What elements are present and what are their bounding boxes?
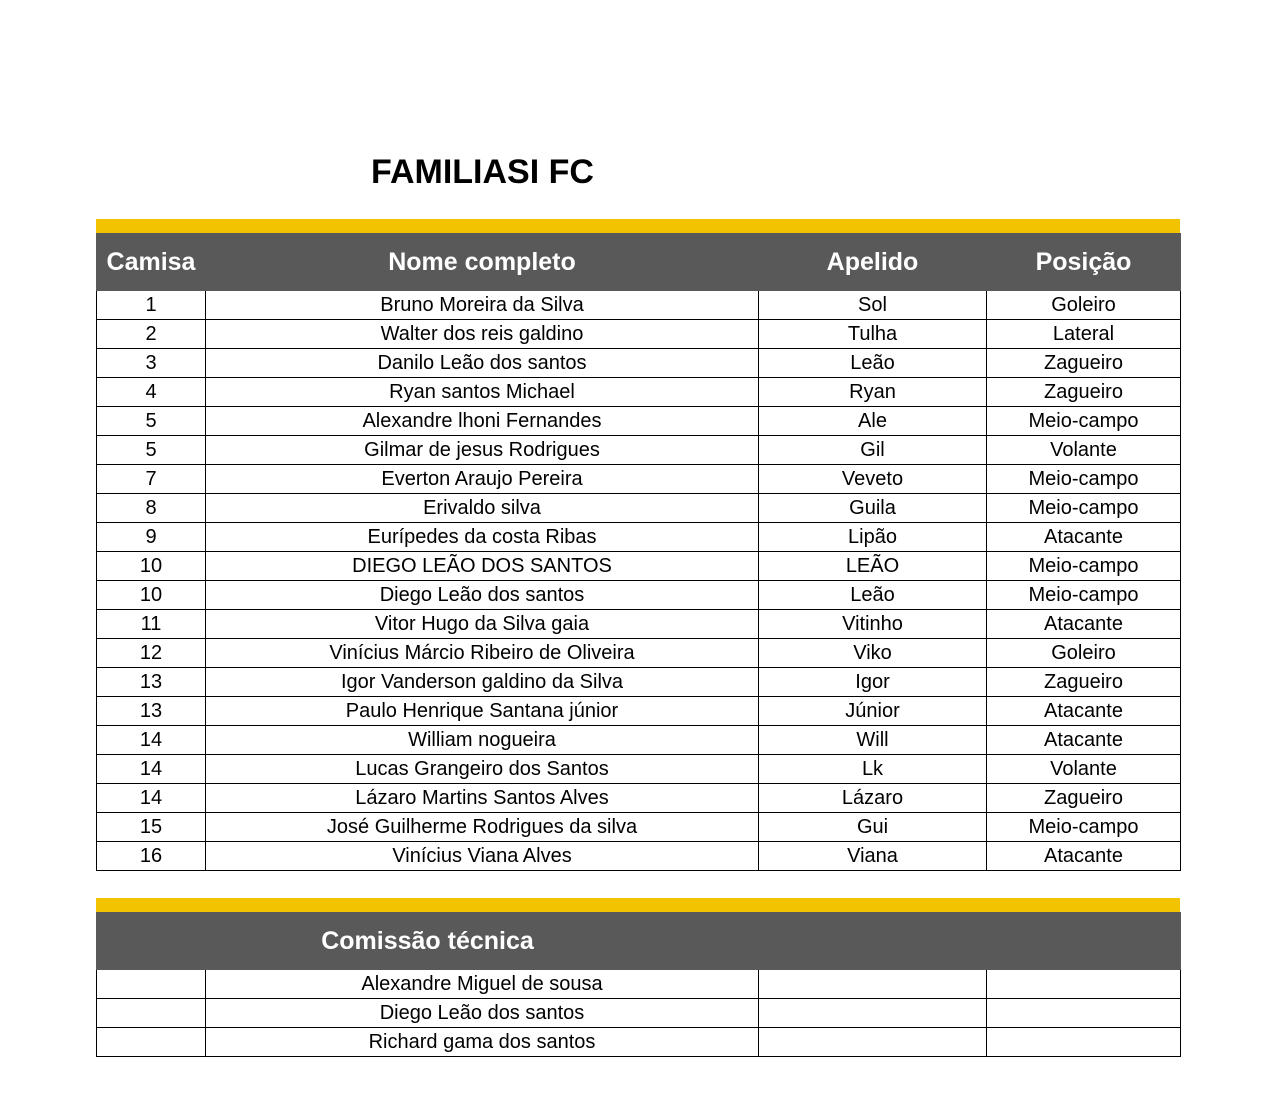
empty-cell: [759, 1028, 987, 1057]
cell-camisa: 1: [97, 291, 206, 320]
cell-nome-completo: Paulo Henrique Santana júnior: [206, 697, 759, 726]
cell-apelido: Ryan: [759, 378, 987, 407]
table-row: [97, 610, 1181, 639]
cell-posicao: Goleiro: [987, 291, 1181, 320]
table-row: [97, 378, 1181, 407]
cell-camisa: 5: [97, 436, 206, 465]
cell-posicao: Meio-campo: [987, 494, 1181, 523]
cell-posicao: Zagueiro: [987, 349, 1181, 378]
table-row: [97, 668, 1181, 697]
cell-camisa: 12: [97, 639, 206, 668]
players-header-row: [97, 234, 1181, 291]
table-row: [97, 436, 1181, 465]
cell-camisa: 14: [97, 755, 206, 784]
cell-nome-completo: Lázaro Martins Santos Alves: [206, 784, 759, 813]
cell-camisa: 13: [97, 697, 206, 726]
cell-apelido: Leão: [759, 581, 987, 610]
cell-apelido: Júnior: [759, 697, 987, 726]
table-row: [97, 494, 1181, 523]
cell-camisa: 5: [97, 407, 206, 436]
cell-apelido: Lipão: [759, 523, 987, 552]
cell-nome-completo: Alexandre lhoni Fernandes: [206, 407, 759, 436]
header-nome-completo: Nome completo: [206, 234, 759, 291]
cell-nome-completo: Eurípedes da costa Ribas: [206, 523, 759, 552]
table-row: [97, 784, 1181, 813]
table-row: [97, 552, 1181, 581]
players-body: [97, 291, 1181, 871]
cell-posicao: Meio-campo: [987, 407, 1181, 436]
empty-cell: [97, 970, 206, 999]
cell-posicao: Atacante: [987, 842, 1181, 871]
empty-cell: [759, 999, 987, 1028]
staff-header-empty: [987, 913, 1181, 970]
cell-camisa: 10: [97, 552, 206, 581]
cell-posicao: Atacante: [987, 697, 1181, 726]
header-apelido: Apelido: [759, 234, 987, 291]
empty-cell: [97, 999, 206, 1028]
players-section: [96, 219, 1180, 871]
empty-cell: [987, 1028, 1181, 1057]
table-row: [97, 697, 1181, 726]
staff-section: [96, 898, 1180, 1057]
cell-nome-completo: William nogueira: [206, 726, 759, 755]
cell-nome-completo: José Guilherme Rodrigues da silva: [206, 813, 759, 842]
cell-posicao: Volante: [987, 755, 1181, 784]
accent-bar: [96, 219, 1180, 233]
cell-apelido: Sol: [759, 291, 987, 320]
table-row: [97, 465, 1181, 494]
cell-camisa: 7: [97, 465, 206, 494]
cell-nome-completo: Danilo Leão dos santos: [206, 349, 759, 378]
cell-posicao: Meio-campo: [987, 552, 1181, 581]
cell-apelido: Igor: [759, 668, 987, 697]
cell-posicao: Zagueiro: [987, 668, 1181, 697]
staff-name: Alexandre Miguel de sousa: [206, 970, 759, 999]
cell-posicao: Zagueiro: [987, 378, 1181, 407]
empty-cell: [987, 999, 1181, 1028]
table-row: [97, 320, 1181, 349]
cell-posicao: Zagueiro: [987, 784, 1181, 813]
cell-nome-completo: Erivaldo silva: [206, 494, 759, 523]
table-row: [97, 755, 1181, 784]
cell-apelido: Guila: [759, 494, 987, 523]
cell-nome-completo: Diego Leão dos santos: [206, 581, 759, 610]
staff-row: [97, 1028, 1181, 1057]
cell-apelido: Tulha: [759, 320, 987, 349]
cell-posicao: Meio-campo: [987, 465, 1181, 494]
cell-nome-completo: Vitor Hugo da Silva gaia: [206, 610, 759, 639]
cell-apelido: Gui: [759, 813, 987, 842]
cell-posicao: Meio-campo: [987, 581, 1181, 610]
cell-apelido: Veveto: [759, 465, 987, 494]
cell-camisa: 9: [97, 523, 206, 552]
header-posicao: Posição: [987, 234, 1181, 291]
staff-table: [96, 912, 1181, 1057]
cell-camisa: 4: [97, 378, 206, 407]
cell-camisa: 13: [97, 668, 206, 697]
table-row: [97, 813, 1181, 842]
cell-nome-completo: Gilmar de jesus Rodrigues: [206, 436, 759, 465]
cell-posicao: Atacante: [987, 523, 1181, 552]
cell-apelido: Leão: [759, 349, 987, 378]
cell-camisa: 14: [97, 726, 206, 755]
cell-posicao: Meio-campo: [987, 813, 1181, 842]
table-row: [97, 523, 1181, 552]
staff-body: [97, 970, 1181, 1057]
cell-camisa: 14: [97, 784, 206, 813]
staff-header-row: [97, 913, 1181, 970]
cell-nome-completo: Walter dos reis galdino: [206, 320, 759, 349]
cell-apelido: LEÃO: [759, 552, 987, 581]
staff-header-label: Comissão técnica: [321, 926, 534, 955]
cell-apelido: Viana: [759, 842, 987, 871]
cell-camisa: 2: [97, 320, 206, 349]
cell-nome-completo: Vinícius Viana Alves: [206, 842, 759, 871]
table-row: [97, 291, 1181, 320]
empty-cell: [759, 970, 987, 999]
cell-nome-completo: Lucas Grangeiro dos Santos: [206, 755, 759, 784]
cell-apelido: Gil: [759, 436, 987, 465]
cell-camisa: 11: [97, 610, 206, 639]
staff-row: [97, 970, 1181, 999]
cell-posicao: Lateral: [987, 320, 1181, 349]
cell-posicao: Atacante: [987, 726, 1181, 755]
staff-header: [97, 913, 759, 970]
staff-row: [97, 999, 1181, 1028]
cell-posicao: Goleiro: [987, 639, 1181, 668]
cell-apelido: Will: [759, 726, 987, 755]
cell-apelido: Vitinho: [759, 610, 987, 639]
cell-posicao: Volante: [987, 436, 1181, 465]
table-row: [97, 639, 1181, 668]
cell-camisa: 15: [97, 813, 206, 842]
header-camisa: Camisa: [97, 234, 206, 291]
staff-header-empty: [759, 913, 987, 970]
cell-nome-completo: Igor Vanderson galdino da Silva: [206, 668, 759, 697]
cell-nome-completo: Everton Araujo Pereira: [206, 465, 759, 494]
table-row: [97, 726, 1181, 755]
cell-apelido: Lk: [759, 755, 987, 784]
empty-cell: [97, 1028, 206, 1057]
cell-apelido: Viko: [759, 639, 987, 668]
cell-camisa: 10: [97, 581, 206, 610]
players-table: [96, 233, 1181, 871]
staff-name: Richard gama dos santos: [206, 1028, 759, 1057]
accent-bar: [96, 898, 1180, 912]
cell-nome-completo: Ryan santos Michael: [206, 378, 759, 407]
cell-apelido: Ale: [759, 407, 987, 436]
empty-cell: [987, 970, 1181, 999]
cell-apelido: Lázaro: [759, 784, 987, 813]
cell-nome-completo: DIEGO LEÃO DOS SANTOS: [206, 552, 759, 581]
cell-camisa: 8: [97, 494, 206, 523]
table-row: [97, 581, 1181, 610]
table-row: [97, 349, 1181, 378]
staff-name: Diego Leão dos santos: [206, 999, 759, 1028]
cell-nome-completo: Vinícius Márcio Ribeiro de Oliveira: [206, 639, 759, 668]
cell-nome-completo: Bruno Moreira da Silva: [206, 291, 759, 320]
cell-posicao: Atacante: [987, 610, 1181, 639]
cell-camisa: 16: [97, 842, 206, 871]
cell-camisa: 3: [97, 349, 206, 378]
team-title: FAMILIASI FC: [371, 153, 594, 191]
table-row: [97, 407, 1181, 436]
table-row: [97, 842, 1181, 871]
